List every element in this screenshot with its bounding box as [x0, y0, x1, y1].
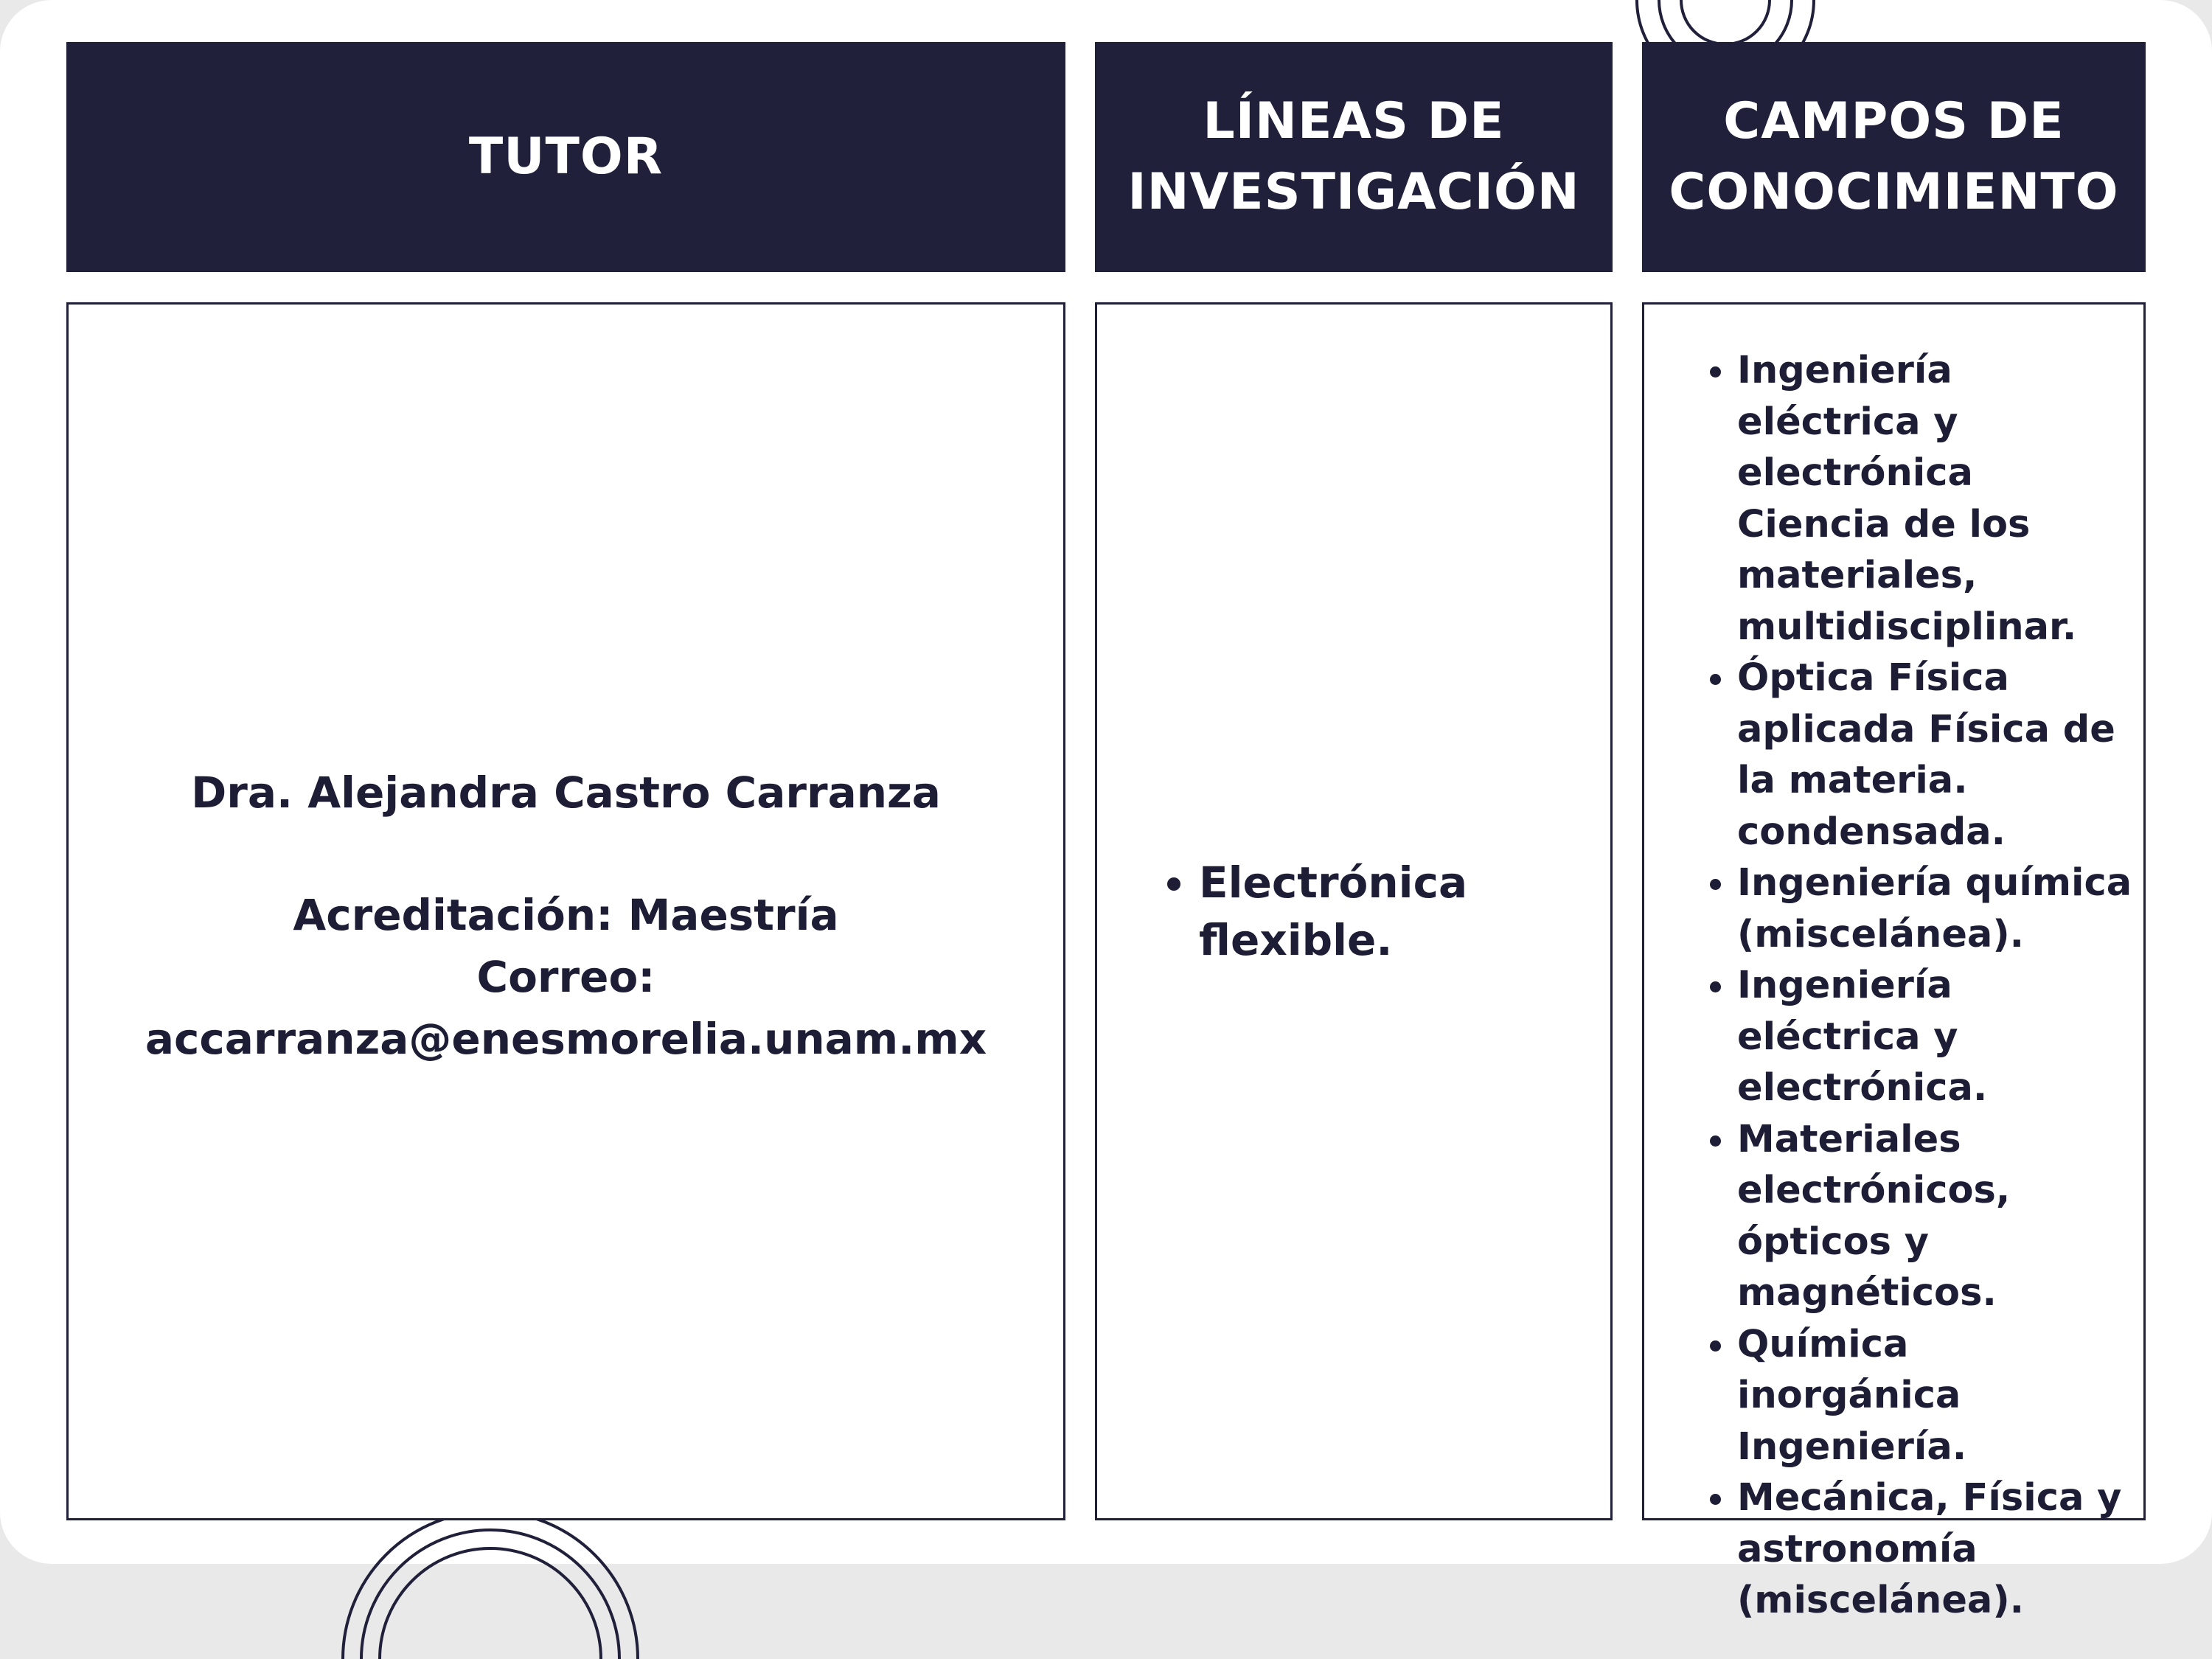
tutor-spacer — [69, 824, 1063, 884]
campos-list — [1644, 345, 2143, 1627]
decorative-circles-bottom — [335, 1512, 675, 1659]
tutor-cell — [66, 302, 1065, 1520]
lineas-cell — [1095, 302, 1613, 1520]
campos-item: • Mecánica, Física y astronomía (miscelánea). — [1737, 1472, 2136, 1627]
header-campos-conocimiento — [1642, 42, 2146, 272]
campos-cell — [1642, 302, 2146, 1622]
tutor-correo-label: Correo: — [476, 952, 655, 1002]
header-tutor — [66, 42, 1065, 272]
tutor-info — [69, 762, 1063, 1070]
lineas-item: • Electrónica flexible. — [1199, 854, 1610, 969]
campos-item: • Ingeniería eléctrica y electrónica. — [1737, 960, 2136, 1114]
campos-item: • Ingeniería eléctrica y electrónica Ciencia de los materiales, multidisciplinar. — [1737, 345, 2136, 653]
tutor-email: accarranza@enesmorelia.unam.mx — [145, 1014, 987, 1064]
campos-item: • Química inorgánica Ingeniería. — [1737, 1319, 2136, 1473]
header-tutor-label: TUTOR — [468, 128, 664, 186]
campos-item: • Materiales electrónicos, ópticos y magnéticos. — [1737, 1114, 2136, 1319]
lineas-list — [1097, 854, 1610, 969]
header-lineas-investigacion — [1095, 42, 1613, 272]
tutor-name: Dra. Alejandra Castro Carranza — [191, 768, 941, 818]
tutor-acreditacion: Acreditación: Maestría — [293, 890, 839, 940]
header-lineas-label: LÍNEAS DE INVESTIGACIÓN — [1127, 92, 1580, 221]
campos-item: • Óptica Física aplicada Física de la materia. condensada. — [1737, 653, 2136, 858]
header-campos-label: CAMPOS DE CONOCIMIENTO — [1669, 92, 2119, 221]
campos-item: • Ingeniería química (miscelánea). — [1737, 858, 2136, 960]
